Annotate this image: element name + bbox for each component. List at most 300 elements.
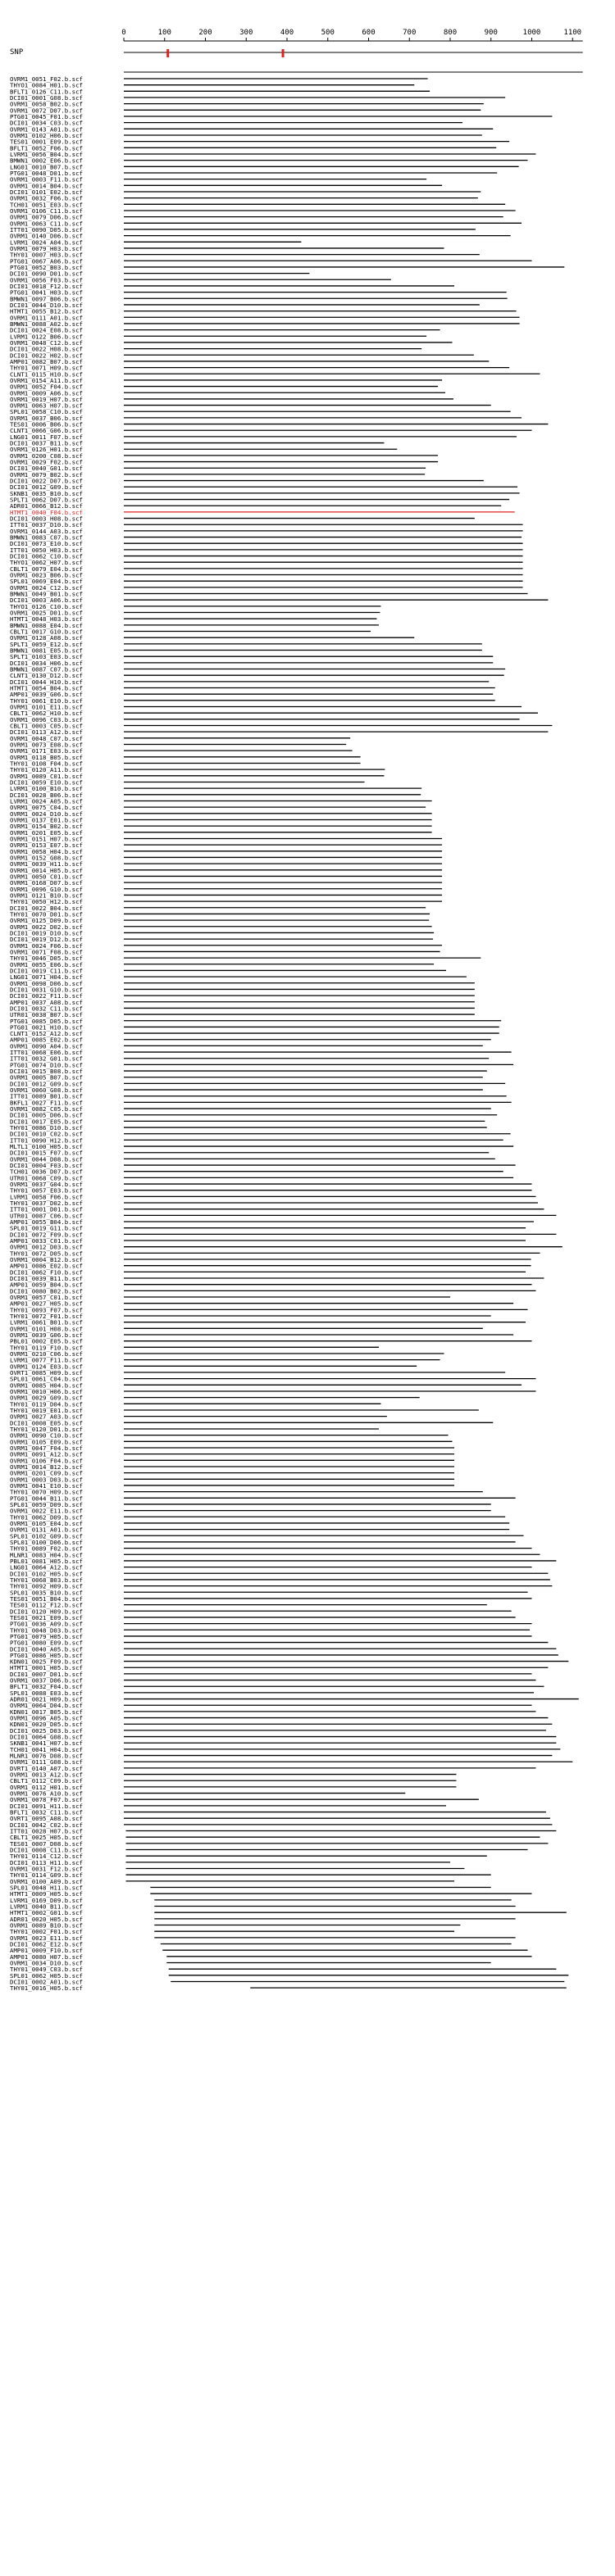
read-name: HTMT1_0055_B12.b.scf — [10, 307, 83, 315]
read-name: ITT01_0068_E06.b.scf — [10, 1049, 83, 1057]
read-name: DCI01_0101_E02.b.scf — [10, 188, 83, 196]
read-row — [10, 1131, 511, 1138]
read-row — [10, 1753, 552, 1760]
read-name: DCI01_0022_H08.b.scf — [10, 345, 83, 353]
read-name: OVRM1_0009_A06.b.scf — [10, 389, 83, 397]
read-row — [10, 521, 523, 528]
read-row — [10, 1143, 513, 1150]
read-row — [10, 1206, 544, 1213]
read-name: OVRM1_0078_F07.b.scf — [10, 1796, 83, 1804]
read-name: OVRM1_0144_A03.b.scf — [10, 527, 83, 535]
read-name: DCI01_0039_B11.b.scf — [10, 1275, 83, 1283]
read-row — [10, 1683, 544, 1690]
read-row — [10, 584, 523, 592]
read-name: THY01_0108_F04.b.scf — [10, 760, 83, 768]
read-row — [10, 1589, 528, 1596]
read-name: DCI01_0015_F07.b.scf — [10, 1149, 83, 1157]
read-row — [10, 1941, 512, 1948]
read-name: THY01_0061_E10.b.scf — [10, 696, 83, 705]
read-row — [10, 1947, 528, 1954]
read-row — [10, 1689, 534, 1697]
read-name: SPL01_0100_D06.b.scf — [10, 1538, 83, 1546]
read-name: DCI01_0002_A01.b.scf — [10, 1978, 83, 1986]
ruler-tick-label: 600 — [362, 29, 376, 37]
read-name: HTMT1_0048_H03.b.scf — [10, 615, 83, 624]
read-name: THY01_0070_D01.b.scf — [10, 910, 83, 918]
read-row — [10, 1520, 509, 1527]
read-row — [10, 1263, 531, 1270]
read-row — [10, 94, 505, 102]
read-name: DVRT1_0140_A07.b.scf — [10, 1764, 83, 1772]
read-row — [10, 1897, 512, 1904]
read-name: TES01_0112_F12.b.scf — [10, 1601, 83, 1609]
read-name: OVRM1_0079_D06.b.scf — [10, 213, 83, 221]
read-name: OVRM1_0010_H06.b.scf — [10, 1387, 83, 1395]
read-name: DCI01_0008_E05.b.scf — [10, 1419, 83, 1427]
read-name: THY01_0007_H03.b.scf — [10, 251, 83, 259]
read-name: LVRM1_0061_B01.b.scf — [10, 1318, 83, 1327]
read-row — [10, 1739, 556, 1747]
read-name: SPL01_0048_H11.b.scf — [10, 1884, 83, 1892]
read-row — [10, 1758, 572, 1766]
read-name: OVRM1_0013_A12.b.scf — [10, 1771, 83, 1779]
read-name: OVRM1_0125_D09.b.scf — [10, 917, 83, 925]
read-name: CBLT1_0025_H05.b.scf — [10, 1834, 83, 1842]
read-row — [10, 565, 523, 573]
read-name: ADR01_0020_H05.b.scf — [10, 1915, 83, 1923]
read-name: DCI01_0042_C02.b.scf — [10, 1821, 83, 1829]
read-name: CLNT1_0130_D12.b.scf — [10, 672, 83, 680]
read-name: DCI01_0019_C11.b.scf — [10, 967, 83, 975]
read-name: CLNT1_0152_A12.b.scf — [10, 1030, 83, 1038]
read-name: OVRM1_0073_E08.b.scf — [10, 741, 83, 749]
read-name: PTG01_0079_H05.b.scf — [10, 1632, 83, 1640]
snp-marker — [166, 49, 169, 57]
read-row — [10, 1671, 532, 1678]
read-name: SPL01_0058_C10.b.scf — [10, 408, 83, 416]
read-name: DCI01_0017_E05.b.scf — [10, 1118, 83, 1126]
read-name: OVRM1_0014_B12.b.scf — [10, 1463, 83, 1471]
read-row — [10, 415, 522, 422]
read-name: OVRM1_0079_H03.b.scf — [10, 244, 83, 252]
snp-marker — [282, 49, 285, 57]
read-name: OVRM1_0064_D04.b.scf — [10, 1702, 83, 1710]
read-name: OVRM1_0210_C06.b.scf — [10, 1349, 83, 1358]
read-name: OVRM1_0029_F02.b.scf — [10, 458, 83, 466]
ruler-tick-label: 300 — [239, 29, 253, 37]
read-name: OVRM1_0063_H07.b.scf — [10, 401, 83, 410]
read-row — [10, 1909, 567, 1916]
read-name: OVRM1_0153_E07.b.scf — [10, 841, 83, 850]
read-row — [10, 220, 522, 227]
read-name: LNG01_0071_H04.b.scf — [10, 973, 83, 982]
read-name: ITT01_0090_D05.b.scf — [10, 225, 83, 234]
read-row — [10, 1916, 516, 1923]
read-name: OVRM1_0058_H04.b.scf — [10, 847, 83, 855]
read-row — [10, 1080, 505, 1087]
read-name: OVRM1_0048_C12.b.scf — [10, 338, 83, 347]
read-row — [10, 1162, 516, 1169]
read-name: OVRM1_0037_B06.b.scf — [10, 414, 83, 422]
read-name: OVRM1_0098_D06.b.scf — [10, 979, 83, 987]
read-name: TCH01_0036_D07.b.scf — [10, 1168, 83, 1176]
read-row — [10, 1249, 540, 1257]
read-row — [10, 1953, 532, 1961]
read-name: DCI01_0062_F10.b.scf — [10, 1268, 83, 1277]
read-row — [10, 509, 515, 516]
read-name: CLNT1_0066_G06.b.scf — [10, 427, 83, 435]
read-row — [10, 546, 523, 554]
read-name: OVRM1_0025_D01.b.scf — [10, 609, 83, 617]
read-row — [10, 1721, 552, 1728]
read-name: BMWN1_0083_C07.b.scf — [10, 533, 83, 542]
read-name: OVRM1_0090_A04.b.scf — [10, 1042, 83, 1050]
read-name: BFLT1_0126_C11.b.scf — [10, 88, 83, 96]
read-name: OVRM1_0037_G04.b.scf — [10, 1181, 83, 1189]
read-name: DCI01_0012_G09.b.scf — [10, 483, 83, 492]
read-row — [10, 427, 532, 434]
ruler-tick-label: 500 — [321, 29, 335, 37]
read-name: SPL01_0059_D09.b.scf — [10, 1500, 83, 1508]
read-name: HTMT1_0001_H05.b.scf — [10, 1664, 83, 1672]
read-name: AMP01_0033_C01.b.scf — [10, 1237, 83, 1245]
read-name: DCI01_0018_F12.b.scf — [10, 282, 83, 290]
read-name: DCI01_0064_G08.b.scf — [10, 1733, 83, 1741]
ruler-tick-label: 900 — [484, 29, 498, 37]
read-row — [10, 157, 528, 165]
read-name: DCI01_0102_H05.b.scf — [10, 1570, 83, 1578]
read-name: PTG01_0044_B11.b.scf — [10, 1494, 83, 1503]
read-row — [10, 365, 509, 372]
read-name: DCI01_0010_C02.b.scf — [10, 1130, 83, 1138]
read-name: OVRM1_0151_H07.b.scf — [10, 835, 83, 843]
read-name: OVRM1_0005_B07.b.scf — [10, 1073, 83, 1082]
read-name: OVRM1_0037_D06.b.scf — [10, 1676, 83, 1685]
ruler-tick-label: 700 — [403, 29, 417, 37]
read-row — [10, 483, 517, 491]
read-name: TES01_0007_D08.b.scf — [10, 1839, 83, 1848]
read-name: BMWN1_0097_B06.b.scf — [10, 295, 83, 303]
read-name: DCI01_0073_E10.b.scf — [10, 540, 83, 548]
read-name: ITT01_0001_D01.b.scf — [10, 1205, 83, 1213]
read-row — [10, 1268, 526, 1276]
read-row — [10, 314, 520, 321]
read-row — [10, 1494, 516, 1502]
read-row — [10, 591, 528, 598]
read-row — [10, 578, 523, 585]
read-name: OVRM1_0091_A12.b.scf — [10, 1450, 83, 1458]
read-name: AMP01_0027_H05.b.scf — [10, 1299, 83, 1308]
read-row — [10, 1256, 531, 1263]
read-row — [10, 295, 508, 302]
read-name: AMP01_0039_G06.b.scf — [10, 691, 83, 699]
read-name: OVRM1_0003_F11.b.scf — [10, 175, 83, 184]
read-row — [10, 722, 552, 729]
read-name: OVRT1_0095_A08.b.scf — [10, 1815, 83, 1823]
read-row — [10, 1815, 550, 1822]
read-name: DCI01_0032_C11.b.scf — [10, 1005, 83, 1013]
read-name: OVRM1_0003_D03.b.scf — [10, 1476, 83, 1484]
read-row — [10, 320, 520, 328]
read-row — [10, 421, 548, 429]
read-name: BMWN1_0002_E06.b.scf — [10, 156, 83, 165]
read-name: OVRM1_0023_B06.b.scf — [10, 571, 83, 579]
position-ruler — [121, 29, 582, 41]
read-name: LVRM1_0169_D09.b.scf — [10, 1896, 83, 1904]
read-name: THY01_0120_A11.b.scf — [10, 766, 83, 774]
read-name: LVRM1_0056_B04.b.scf — [10, 150, 83, 158]
read-row — [10, 1702, 532, 1709]
read-name: TES01_0001_E09.b.scf — [10, 138, 83, 146]
read-name: OVRM1_0014_B04.b.scf — [10, 182, 83, 190]
read-row — [10, 1551, 540, 1558]
read-row — [10, 1174, 513, 1181]
read-name: SKNB1_0035_B10.b.scf — [10, 489, 83, 497]
read-name: DCI01_0028_B06.b.scf — [10, 791, 83, 799]
read-name: DCI01_0113_H11.b.scf — [10, 1858, 83, 1866]
read-name: OVRM1_0106_C11.b.scf — [10, 206, 83, 215]
read-name: OVRM1_0072_D07.b.scf — [10, 107, 83, 115]
read-name: THYO1_0126_C10.b.scf — [10, 602, 83, 610]
read-name: THY01_0062_D09.b.scf — [10, 1513, 83, 1522]
read-row — [10, 1626, 530, 1634]
read-name: OVRM1_0201_E05.b.scf — [10, 828, 83, 837]
read-name: BFLT1_0052_F06.b.scf — [10, 144, 83, 152]
read-row — [10, 1023, 499, 1031]
read-name: BMWN1_0081_E05.b.scf — [10, 646, 83, 655]
read-name: THY01_0019_E01.b.scf — [10, 1406, 83, 1414]
read-name: ITT01_0089_B01.b.scf — [10, 1092, 83, 1100]
read-name: DCI01_0040_G01.b.scf — [10, 465, 83, 473]
read-name: DCI01_0005_D06.b.scf — [10, 1111, 83, 1119]
read-row — [10, 1809, 546, 1816]
read-row — [10, 1658, 568, 1666]
read-row — [10, 1708, 535, 1716]
read-row — [10, 1244, 563, 1251]
read-name: THYO1_0084_H01.b.scf — [10, 81, 83, 89]
read-name: OVRM1_0137_E01.b.scf — [10, 816, 83, 824]
read-name: OVRM1_0022_D02.b.scf — [10, 923, 83, 931]
read-row — [10, 1526, 509, 1534]
read-name: THY01_0114_C12.b.scf — [10, 1853, 83, 1861]
read-name: DCI01_0091_H11.b.scf — [10, 1802, 83, 1810]
read-name: THY01_0093_F07.b.scf — [10, 1306, 83, 1314]
read-name: LVRM1_0122_B06.b.scf — [10, 333, 83, 341]
read-row — [10, 666, 505, 673]
read-name: SPL01_0035_B10.b.scf — [10, 1589, 83, 1597]
read-row — [10, 170, 497, 177]
read-name: SPL01_0019_G11.b.scf — [10, 1224, 83, 1232]
read-row — [10, 1376, 535, 1383]
read-name: LVRM1_0024_A04.b.scf — [10, 238, 83, 247]
read-name: PTG01_0067_A06.b.scf — [10, 257, 83, 265]
read-row — [10, 497, 509, 504]
read-name: OVRM1_0052_F04.b.scf — [10, 383, 83, 391]
read-name: THY01_0049_C03.b.scf — [10, 1966, 83, 1974]
read-row — [10, 1212, 556, 1219]
read-row — [10, 1978, 564, 1985]
read-row — [10, 1746, 560, 1753]
read-name: OVRM1_0121_B10.b.scf — [10, 891, 83, 900]
read-row — [10, 1200, 538, 1207]
read-name: PTG01_0086_H05.b.scf — [10, 1651, 83, 1659]
read-name: OVRM1_0023_E11.b.scf — [10, 1934, 83, 1942]
read-name: DCI01_0040_A05.b.scf — [10, 1645, 83, 1653]
read-name: OVRM1_0102_H06.b.scf — [10, 131, 83, 139]
read-row — [10, 559, 523, 566]
read-row — [10, 1984, 567, 1992]
read-name: KDN01_0025_F09.b.scf — [10, 1658, 83, 1666]
read-name: BMWN1_0087_C07.b.scf — [10, 665, 83, 673]
read-name: HTMT1_0040_F04.b.scf — [10, 508, 83, 516]
read-name: LNG01_0064_A12.b.scf — [10, 1563, 83, 1571]
read-name: SPL01_0088_E03.b.scf — [10, 1689, 83, 1697]
read-row — [10, 1136, 503, 1144]
read-name: LVRM1_0058_F06.b.scf — [10, 1193, 83, 1201]
read-row — [10, 201, 505, 208]
read-name: THY01_0016_H05.b.scf — [10, 1984, 83, 1993]
read-name: THYO1_0062_H07.b.scf — [10, 559, 83, 567]
read-name: OVRM1_0089_B10.b.scf — [10, 1921, 83, 1930]
read-name: LVRM1_0024_A05.b.scf — [10, 797, 83, 805]
read-name: OVRM1_0048_C07.b.scf — [10, 734, 83, 742]
read-name: THY01_0070_H09.b.scf — [10, 1488, 83, 1496]
read-name: THY01_0119_F10.b.scf — [10, 1344, 83, 1352]
read-name: PTG01_0045_F01.b.scf — [10, 112, 83, 120]
read-name: PTG01_0052_B03.b.scf — [10, 263, 83, 271]
read-name: TES01_0051_B04.b.scf — [10, 1594, 83, 1603]
read-name: PTG01_0085_D05.b.scf — [10, 1017, 83, 1025]
read-row — [10, 553, 523, 560]
read-name: OVRM1_0082_C05.b.scf — [10, 1105, 83, 1113]
snp-track-label: SNP — [10, 48, 24, 57]
read-row — [10, 1231, 556, 1238]
read-name: DCI01_0007_D01.b.scf — [10, 1670, 83, 1678]
read-name: OVRM1_0201_C09.b.scf — [10, 1469, 83, 1477]
read-name: THY01_0046_D05.b.scf — [10, 955, 83, 963]
read-row — [10, 1513, 505, 1521]
read-name: THY01_0048_D03.b.scf — [10, 1626, 83, 1635]
read-name: OVRM1_0140_D06.b.scf — [10, 232, 83, 240]
read-name: SPLT1_0103_E03.b.scf — [10, 653, 83, 661]
read-row — [10, 1828, 556, 1835]
read-name: PTG01_0048_D01.b.scf — [10, 169, 83, 177]
read-row — [10, 370, 540, 378]
read-name: THY01_0068_B03.b.scf — [10, 1576, 83, 1584]
read-name: THY01_0114_G09.b.scf — [10, 1871, 83, 1880]
read-name: THY01_0089_F02.b.scf — [10, 1544, 83, 1553]
read-row — [10, 1225, 526, 1232]
read-name: AMP01_0055_B04.b.scf — [10, 1218, 83, 1227]
read-name: DCI01_0062_E12.b.scf — [10, 1940, 83, 1948]
read-name: MLNR1_0083_H04.b.scf — [10, 1551, 83, 1559]
read-name: THY01_0119_D04.b.scf — [10, 1400, 83, 1408]
read-row — [10, 1237, 526, 1245]
read-name: OVRM1_0101_E11.b.scf — [10, 703, 83, 711]
read-name: OVRM1_0004_B12.b.scf — [10, 1256, 83, 1264]
read-name: AMP01_0085_E02.b.scf — [10, 1036, 83, 1044]
read-row — [10, 1539, 516, 1546]
read-row — [10, 1193, 535, 1200]
read-name: OVRM1_0152_G08.b.scf — [10, 854, 83, 862]
read-name: OVRM1_0022_E11.b.scf — [10, 1507, 83, 1515]
read-name: DCI01_0044_D10.b.scf — [10, 301, 83, 309]
read-name: THY01_0057_E03.b.scf — [10, 1186, 83, 1195]
read-name: HTMT1_0054_B04.b.scf — [10, 684, 83, 692]
read-name: DCI01_0008_C11.b.scf — [10, 1846, 83, 1854]
read-row — [10, 408, 511, 415]
read-row — [10, 1338, 532, 1345]
read-row — [10, 308, 517, 315]
read-name: TES01_0021_E09.b.scf — [10, 1613, 83, 1621]
read-row — [10, 1187, 532, 1195]
read-name: THY01_0002_F01.b.scf — [10, 1928, 83, 1936]
read-name: LVRM1_0100_B10.b.scf — [10, 785, 83, 793]
read-name: OVRM1_0105_E09.b.scf — [10, 1438, 83, 1446]
read-name: DCI01_0001_G08.b.scf — [10, 93, 83, 102]
read-name: OVRM1_0106_F04.b.scf — [10, 1457, 83, 1465]
read-name: BMWN1_0088_A02.b.scf — [10, 320, 83, 328]
read-name: CBLT1_0003_C05.b.scf — [10, 722, 83, 730]
read-name: DCI01_0120_H09.b.scf — [10, 1608, 83, 1616]
read-row — [10, 1639, 548, 1647]
read-name: DCI01_0022_B04.b.scf — [10, 904, 83, 912]
read-name: DCI01_0034_H06.b.scf — [10, 659, 83, 667]
read-row — [10, 1112, 497, 1119]
read-name: CBLT1_0112_C09.b.scf — [10, 1777, 83, 1785]
read-row — [10, 704, 522, 711]
read-row — [10, 1018, 501, 1025]
read-name: CLNT1_0115_H10.b.scf — [10, 370, 83, 379]
read-name: PTG01_0036_A09.b.scf — [10, 1620, 83, 1628]
read-name: THY01_0037_D02.b.scf — [10, 1200, 83, 1208]
read-name: TES01_0006_B06.b.scf — [10, 420, 83, 429]
read-row — [10, 1645, 556, 1653]
read-row — [10, 1821, 552, 1829]
read-name: DCI01_0004_F03.b.scf — [10, 1162, 83, 1170]
read-name: OVRM1_0101_H08.b.scf — [10, 1325, 83, 1333]
read-name: OVRM1_0050_C01.b.scf — [10, 873, 83, 881]
read-row — [10, 233, 511, 240]
read-name: OVRM1_0085_H04.b.scf — [10, 1381, 83, 1390]
read-name: OVRM1_0056_F03.b.scf — [10, 276, 83, 284]
read-row — [10, 1319, 526, 1327]
read-name: BMWN1_0088_E04.b.scf — [10, 621, 83, 629]
read-name: OVRM1_0031_F12.b.scf — [10, 1865, 83, 1873]
read-row — [10, 1181, 532, 1188]
read-name: OVRM1_0024_F06.b.scf — [10, 941, 83, 950]
read-name: TCH01_0051_E03.b.scf — [10, 201, 83, 209]
read-name: LNG01_0011_F07.b.scf — [10, 433, 83, 441]
read-name: ADR01_0066_B12.b.scf — [10, 502, 83, 510]
read-name: OVRM1_0058_B02.b.scf — [10, 100, 83, 108]
read-name: AMP01_0080_H07.b.scf — [10, 1952, 83, 1961]
ruler-tick-label: 1100 — [563, 29, 582, 37]
read-name: OVRM1_0076_A10.b.scf — [10, 1789, 83, 1798]
read-row — [10, 1727, 546, 1735]
read-name: DCI01_0080_B02.b.scf — [10, 1287, 83, 1295]
read-row — [10, 1030, 499, 1037]
read-row — [10, 1306, 528, 1313]
read-row — [10, 163, 519, 170]
read-row — [10, 672, 504, 679]
read-name: OVRM1_0154_B02.b.scf — [10, 823, 83, 831]
read-name: HTMT1_0009_H05.b.scf — [10, 1890, 83, 1898]
read-name: DCI01_0024_E08.b.scf — [10, 326, 83, 334]
read-row — [10, 1093, 507, 1100]
read-name: OVRM1_0039_G06.b.scf — [10, 1331, 83, 1339]
read-row — [10, 1595, 532, 1603]
